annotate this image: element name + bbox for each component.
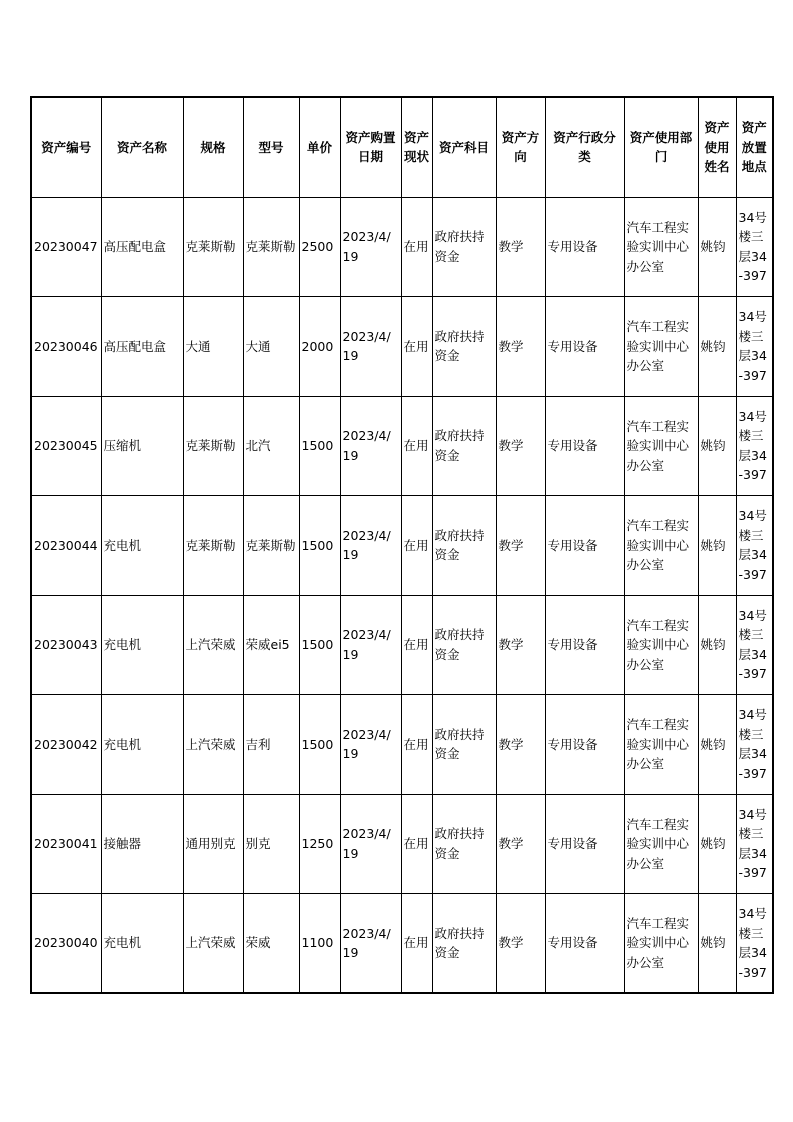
header-funding-source: 资产科目 xyxy=(432,97,496,197)
admin-category-cell: 专用设备 xyxy=(545,197,624,297)
asset-id-cell: 20230045 xyxy=(31,396,101,496)
asset-id-cell: 20230046 xyxy=(31,297,101,397)
model-cell: 北汽 xyxy=(243,396,299,496)
spec-cell: 上汽荣威 xyxy=(183,595,243,695)
header-status: 资产现状 xyxy=(401,97,432,197)
funding-source-cell: 政府扶持资金 xyxy=(432,595,496,695)
header-model: 型号 xyxy=(243,97,299,197)
header-spec: 规格 xyxy=(183,97,243,197)
purchase-date-cell: 2023/4/19 xyxy=(340,794,401,894)
header-row xyxy=(31,97,773,197)
header-direction: 资产方向 xyxy=(496,97,545,197)
department-cell: 汽车工程实验实训中心办公室 xyxy=(624,794,698,894)
department-cell: 汽车工程实验实训中心办公室 xyxy=(624,396,698,496)
asset-name-cell: 充电机 xyxy=(101,496,183,596)
table-row xyxy=(31,794,773,894)
table-row xyxy=(31,894,773,994)
header-location: 资产放置地点 xyxy=(736,97,773,197)
admin-category-cell: 专用设备 xyxy=(545,595,624,695)
admin-category-cell: 专用设备 xyxy=(545,794,624,894)
funding-source-cell: 政府扶持资金 xyxy=(432,297,496,397)
asset-id-cell: 20230040 xyxy=(31,894,101,994)
status-cell: 在用 xyxy=(401,595,432,695)
user-name-cell: 姚钧 xyxy=(698,496,736,596)
status-cell: 在用 xyxy=(401,894,432,994)
funding-source-cell: 政府扶持资金 xyxy=(432,396,496,496)
admin-category-cell: 专用设备 xyxy=(545,496,624,596)
funding-source-cell: 政府扶持资金 xyxy=(432,197,496,297)
admin-category-cell: 专用设备 xyxy=(545,297,624,397)
location-cell: 34号楼三层34-397 xyxy=(736,695,773,795)
unit-price-cell: 1250 xyxy=(299,794,340,894)
asset-id-cell: 20230042 xyxy=(31,695,101,795)
table-row xyxy=(31,297,773,397)
header-user-name: 资产使用姓名 xyxy=(698,97,736,197)
model-cell: 别克 xyxy=(243,794,299,894)
status-cell: 在用 xyxy=(401,396,432,496)
unit-price-cell: 1500 xyxy=(299,396,340,496)
user-name-cell: 姚钧 xyxy=(698,595,736,695)
department-cell: 汽车工程实验实训中心办公室 xyxy=(624,894,698,994)
asset-name-cell: 充电机 xyxy=(101,894,183,994)
header-admin-category: 资产行政分类 xyxy=(545,97,624,197)
asset-table xyxy=(30,96,774,994)
asset-name-cell: 高压配电盒 xyxy=(101,197,183,297)
asset-name-cell: 高压配电盒 xyxy=(101,297,183,397)
asset-id-cell: 20230041 xyxy=(31,794,101,894)
header-purchase-date: 资产购置日期 xyxy=(340,97,401,197)
header-asset-id: 资产编号 xyxy=(31,97,101,197)
funding-source-cell: 政府扶持资金 xyxy=(432,695,496,795)
direction-cell: 教学 xyxy=(496,496,545,596)
spec-cell: 克莱斯勒 xyxy=(183,496,243,596)
spec-cell: 通用别克 xyxy=(183,794,243,894)
location-cell: 34号楼三层34-397 xyxy=(736,894,773,994)
department-cell: 汽车工程实验实训中心办公室 xyxy=(624,496,698,596)
admin-category-cell: 专用设备 xyxy=(545,396,624,496)
purchase-date-cell: 2023/4/19 xyxy=(340,595,401,695)
funding-source-cell: 政府扶持资金 xyxy=(432,496,496,596)
model-cell: 大通 xyxy=(243,297,299,397)
department-cell: 汽车工程实验实训中心办公室 xyxy=(624,595,698,695)
unit-price-cell: 1500 xyxy=(299,496,340,596)
asset-id-cell: 20230044 xyxy=(31,496,101,596)
user-name-cell: 姚钧 xyxy=(698,894,736,994)
user-name-cell: 姚钧 xyxy=(698,396,736,496)
unit-price-cell: 2000 xyxy=(299,297,340,397)
status-cell: 在用 xyxy=(401,496,432,596)
model-cell: 克莱斯勒 xyxy=(243,496,299,596)
model-cell: 荣威 xyxy=(243,894,299,994)
spec-cell: 克莱斯勒 xyxy=(183,396,243,496)
department-cell: 汽车工程实验实训中心办公室 xyxy=(624,297,698,397)
asset-name-cell: 充电机 xyxy=(101,695,183,795)
user-name-cell: 姚钧 xyxy=(698,197,736,297)
table-row xyxy=(31,695,773,795)
model-cell: 吉利 xyxy=(243,695,299,795)
header-unit-price: 单价 xyxy=(299,97,340,197)
direction-cell: 教学 xyxy=(496,396,545,496)
department-cell: 汽车工程实验实训中心办公室 xyxy=(624,695,698,795)
purchase-date-cell: 2023/4/19 xyxy=(340,197,401,297)
model-cell: 荣威ei5 xyxy=(243,595,299,695)
unit-price-cell: 1500 xyxy=(299,695,340,795)
purchase-date-cell: 2023/4/19 xyxy=(340,396,401,496)
direction-cell: 教学 xyxy=(496,197,545,297)
asset-name-cell: 充电机 xyxy=(101,595,183,695)
table-row xyxy=(31,496,773,596)
admin-category-cell: 专用设备 xyxy=(545,894,624,994)
table-row xyxy=(31,595,773,695)
admin-category-cell: 专用设备 xyxy=(545,695,624,795)
direction-cell: 教学 xyxy=(496,894,545,994)
table-body xyxy=(31,197,773,993)
funding-source-cell: 政府扶持资金 xyxy=(432,794,496,894)
unit-price-cell: 1500 xyxy=(299,595,340,695)
status-cell: 在用 xyxy=(401,297,432,397)
table-row xyxy=(31,197,773,297)
unit-price-cell: 1100 xyxy=(299,894,340,994)
asset-id-cell: 20230047 xyxy=(31,197,101,297)
spec-cell: 上汽荣威 xyxy=(183,695,243,795)
model-cell: 克莱斯勒 xyxy=(243,197,299,297)
spec-cell: 大通 xyxy=(183,297,243,397)
spec-cell: 克莱斯勒 xyxy=(183,197,243,297)
unit-price-cell: 2500 xyxy=(299,197,340,297)
spec-cell: 上汽荣威 xyxy=(183,894,243,994)
asset-id-cell: 20230043 xyxy=(31,595,101,695)
user-name-cell: 姚钧 xyxy=(698,794,736,894)
funding-source-cell: 政府扶持资金 xyxy=(432,894,496,994)
location-cell: 34号楼三层34-397 xyxy=(736,496,773,596)
location-cell: 34号楼三层34-397 xyxy=(736,297,773,397)
table-row xyxy=(31,396,773,496)
header-asset-name: 资产名称 xyxy=(101,97,183,197)
direction-cell: 教学 xyxy=(496,794,545,894)
direction-cell: 教学 xyxy=(496,297,545,397)
location-cell: 34号楼三层34-397 xyxy=(736,595,773,695)
asset-name-cell: 接触器 xyxy=(101,794,183,894)
status-cell: 在用 xyxy=(401,794,432,894)
department-cell: 汽车工程实验实训中心办公室 xyxy=(624,197,698,297)
user-name-cell: 姚钧 xyxy=(698,695,736,795)
purchase-date-cell: 2023/4/19 xyxy=(340,894,401,994)
status-cell: 在用 xyxy=(401,197,432,297)
direction-cell: 教学 xyxy=(496,595,545,695)
direction-cell: 教学 xyxy=(496,695,545,795)
location-cell: 34号楼三层34-397 xyxy=(736,794,773,894)
purchase-date-cell: 2023/4/19 xyxy=(340,496,401,596)
user-name-cell: 姚钧 xyxy=(698,297,736,397)
location-cell: 34号楼三层34-397 xyxy=(736,396,773,496)
status-cell: 在用 xyxy=(401,695,432,795)
purchase-date-cell: 2023/4/19 xyxy=(340,297,401,397)
asset-name-cell: 压缩机 xyxy=(101,396,183,496)
header-department: 资产使用部门 xyxy=(624,97,698,197)
purchase-date-cell: 2023/4/19 xyxy=(340,695,401,795)
location-cell: 34号楼三层34-397 xyxy=(736,197,773,297)
